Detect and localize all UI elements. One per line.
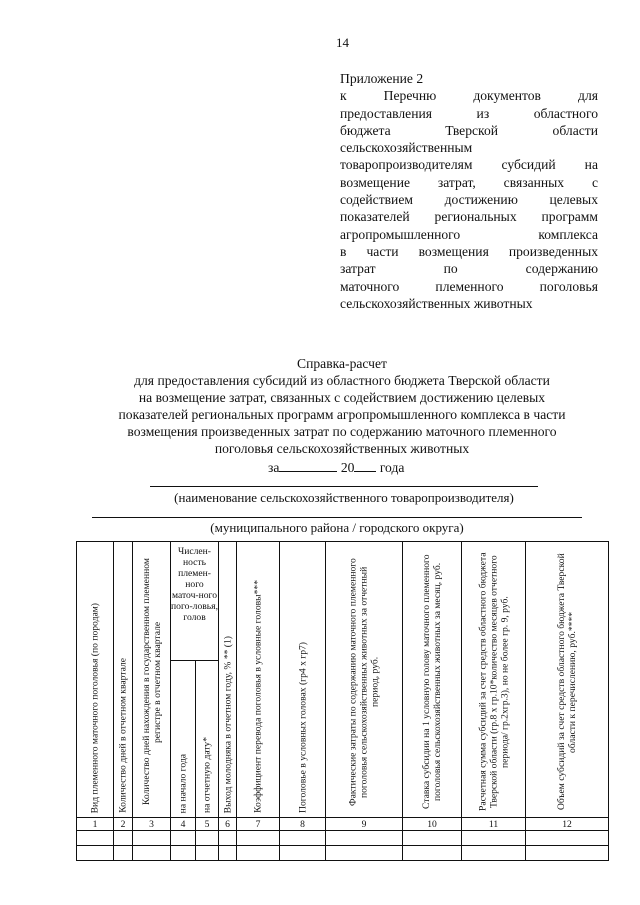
column-number: 10	[403, 818, 462, 831]
period-blank[interactable]	[279, 459, 337, 472]
column-number: 3	[133, 818, 171, 831]
column-number: 7	[237, 818, 280, 831]
subtitle-line: показателей региональных программ агропромышленного комплекса в части	[118, 407, 566, 422]
page-number: 14	[336, 35, 349, 50]
document-title: Справка-расчет	[297, 356, 387, 371]
table-cell[interactable]	[219, 831, 237, 846]
header-actual-costs: Фактические затраты по содержанию маточного племенного поголовья сельскохозяйственных животных за отчетный период, руб.	[326, 542, 403, 818]
period-suffix: года	[379, 460, 405, 475]
table-cell[interactable]	[526, 831, 609, 846]
table-cell[interactable]	[403, 846, 462, 861]
appendix-line: показателей региональных программ	[340, 209, 598, 225]
table-cell[interactable]	[326, 846, 403, 861]
column-number: 11	[462, 818, 526, 831]
header-young-yield: Выход молодняка в отчетном году, % ** (1)	[219, 542, 237, 818]
year-blank[interactable]	[354, 459, 376, 472]
appendix-line: предоставления из областного	[340, 105, 598, 121]
document-heading	[80, 355, 604, 457]
table-cell[interactable]	[114, 831, 133, 846]
district-name-line[interactable]	[92, 517, 582, 518]
header-breed-type: Вид племенного маточного поголовья (по породам)	[77, 542, 114, 818]
column-number: 12	[526, 818, 609, 831]
table-cell[interactable]	[237, 846, 280, 861]
table-cell[interactable]	[462, 846, 526, 861]
table-cell[interactable]	[196, 831, 219, 846]
header-conditional-heads: Поголовье в условных головах (гр4 х гр7)	[280, 542, 326, 818]
table-cell[interactable]	[526, 846, 609, 861]
header-days-quarter: Количество дней в отчетном квартале	[114, 542, 133, 818]
subtitle-line: возмещения произведенных затрат по содержанию маточного племенного	[127, 424, 557, 439]
period-prefix: за	[268, 460, 280, 475]
appendix-line: агропромышленного комплекса	[340, 226, 598, 242]
column-number: 4	[171, 818, 196, 831]
subtitle-line: поголовья сельскохозяйственных животных	[214, 441, 470, 456]
table-cell[interactable]	[114, 846, 133, 861]
table-cell[interactable]	[326, 831, 403, 846]
appendix-line: в части возмещения произведенных	[340, 243, 598, 259]
column-number: 9	[326, 818, 403, 831]
table-cell[interactable]	[77, 846, 114, 861]
appendix-line: к Перечню документов для	[340, 88, 598, 104]
appendix-line: возмещение затрат, связанных с	[340, 174, 598, 190]
appendix-line: маточного племенного поголовья	[340, 278, 598, 294]
producer-name-label: (наименование сельскохозяйственного товаропроизводителя)	[174, 490, 514, 505]
header-days-registry: Количество дней нахождения в государственном племенном регистре в отчетном квартале	[133, 542, 171, 818]
header-start-of-year: на начало года	[171, 661, 196, 818]
table-cell[interactable]	[196, 846, 219, 861]
column-number: 8	[280, 818, 326, 831]
reporting-period	[268, 459, 404, 476]
header-estimated-subsidy: Расчетная сумма субсидий за счет средств областного бюджета Тверской области (гр.8 х гр.10*количество месяцев отчетного периода/ гр.2хгр.3), но не более гр. 9, руб.	[462, 542, 526, 818]
column-number: 5	[196, 818, 219, 831]
appendix-line: затрат по содержанию	[340, 261, 598, 277]
appendix-block	[340, 70, 598, 312]
appendix-line: сельскохозяйственным	[340, 140, 473, 156]
appendix-line: содействием достижению целевых	[340, 192, 598, 208]
column-number: 1	[77, 818, 114, 831]
table-cell[interactable]	[403, 831, 462, 846]
table-cell[interactable]	[237, 831, 280, 846]
appendix-line: бюджета Тверской области	[340, 122, 598, 138]
appendix-line: сельскохозяйственных животных	[340, 295, 533, 311]
table-row	[77, 846, 609, 861]
table-cell[interactable]	[280, 846, 326, 861]
table-cell[interactable]	[280, 831, 326, 846]
header-conversion-coefficient: Коэффициент перевода поголовья в условные головы***	[237, 542, 280, 818]
appendix-title: Приложение 2	[340, 71, 424, 86]
district-name-label: (муниципального района / городского округа)	[210, 520, 464, 535]
header-reporting-date: на отчетную дату*	[196, 661, 219, 818]
producer-name-line[interactable]	[150, 486, 538, 487]
table-row	[77, 831, 609, 846]
appendix-body	[340, 87, 598, 312]
column-number: 2	[114, 818, 133, 831]
table-cell[interactable]	[133, 831, 171, 846]
table-cell[interactable]	[77, 831, 114, 846]
header-livestock-count: Числен-ность племен-ного маточ-ного пого-ловья, голов	[171, 542, 219, 661]
period-year-prefix: 20	[340, 460, 355, 475]
subtitle-line: для предоставления субсидий из областного бюджета Тверской области	[134, 373, 550, 388]
header-subsidy-to-transfer: Объем субсидий за счет средств областного бюджета Тверской области к перечислению, руб.****	[526, 542, 609, 818]
column-number: 6	[219, 818, 237, 831]
appendix-line: товаропроизводителям субсидий на	[340, 157, 598, 173]
table-cell[interactable]	[133, 846, 171, 861]
table-cell[interactable]	[171, 846, 196, 861]
header-subsidy-rate: Ставка субсидии на 1 условную голову маточного племенного поголовья сельскохозяйственных животных за месяц, руб.	[403, 542, 462, 818]
subtitle-line: на возмещение затрат, связанных с содействием достижению целевых	[138, 390, 546, 405]
table-cell[interactable]	[219, 846, 237, 861]
table-cell[interactable]	[171, 831, 196, 846]
table-cell[interactable]	[462, 831, 526, 846]
column-number-row	[77, 818, 609, 831]
calculation-table	[76, 541, 609, 861]
